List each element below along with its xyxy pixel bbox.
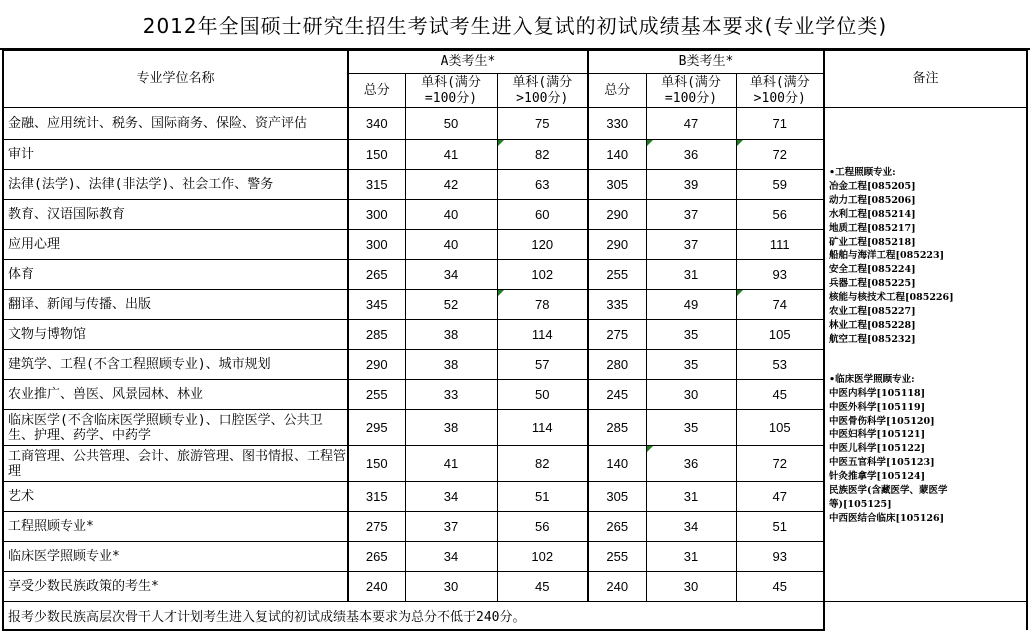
header-a-single2: 单科(满分 >100分): [497, 74, 588, 108]
cell-a-total: 340: [348, 108, 405, 140]
cell-b-s1: 36: [646, 446, 736, 482]
cell-a-s1: 40: [405, 230, 497, 260]
cell-b-s1: 49: [646, 290, 736, 320]
notes-eng-item: 矿业工程[085218]: [829, 236, 916, 248]
notes-med-item: 等)[105125]: [829, 498, 892, 510]
cell-a-s2: 102: [497, 542, 588, 572]
row-name: 建筑学、工程(不含工程照顾专业)、城市规划: [3, 350, 348, 380]
cell-b-s1: 37: [646, 200, 736, 230]
cell-a-s1: 42: [405, 170, 497, 200]
cell-a-total: 265: [348, 260, 405, 290]
cell-b-s2: 93: [736, 542, 824, 572]
cell-b-s1: 31: [646, 542, 736, 572]
cell-a-s1: 33: [405, 380, 497, 410]
cell-a-s1: 34: [405, 482, 497, 512]
cell-b-total: 140: [588, 140, 646, 170]
cell-a-s2: 114: [497, 410, 588, 446]
cell-a-total: 300: [348, 230, 405, 260]
cell-a-s2: 82: [497, 140, 588, 170]
notes-eng-item: 冶金工程[085205]: [829, 180, 916, 192]
cell-a-s2: 82: [497, 446, 588, 482]
cell-b-total: 245: [588, 380, 646, 410]
cell-a-s1: 38: [405, 350, 497, 380]
row-name: 文物与博物馆: [3, 320, 348, 350]
cell-a-s1: 50: [405, 108, 497, 140]
cell-b-s1: 37: [646, 230, 736, 260]
cell-a-s2: 56: [497, 512, 588, 542]
cell-b-total: 305: [588, 170, 646, 200]
cell-b-s2: 51: [736, 512, 824, 542]
cell-b-s2: 105: [736, 410, 824, 446]
cell-a-s2: 63: [497, 170, 588, 200]
cell-b-s2: 47: [736, 482, 824, 512]
cell-b-total: 140: [588, 446, 646, 482]
row-name: 教育、汉语国际教育: [3, 200, 348, 230]
header-group-b: B类考生*: [588, 51, 824, 74]
cell-a-s1: 41: [405, 446, 497, 482]
cell-a-s2: 50: [497, 380, 588, 410]
cell-b-s1: 35: [646, 350, 736, 380]
cell-a-total: 315: [348, 170, 405, 200]
header-b-total: 总分: [588, 74, 646, 108]
cell-a-s2: 60: [497, 200, 588, 230]
row-name: 应用心理: [3, 230, 348, 260]
cell-a-total: 150: [348, 140, 405, 170]
row-name: 享受少数民族政策的考生*: [3, 572, 348, 602]
notes-eng-item: 船舶与海洋工程[085223]: [829, 250, 945, 262]
header-a-total: 总分: [348, 74, 405, 108]
notes-eng-item: 林业工程[085228]: [829, 319, 916, 331]
notes-eng-item: 水利工程[085214]: [829, 208, 916, 220]
cell-a-s2: 51: [497, 482, 588, 512]
row-name: 体育: [3, 260, 348, 290]
cell-a-s2: 45: [497, 572, 588, 602]
cell-a-s1: 40: [405, 200, 497, 230]
cell-b-total: 255: [588, 542, 646, 572]
cell-a-s2: 102: [497, 260, 588, 290]
cell-a-total: 265: [348, 542, 405, 572]
cell-a-total: 300: [348, 200, 405, 230]
cell-b-s1: 36: [646, 140, 736, 170]
cell-b-s1: 39: [646, 170, 736, 200]
notes-cell: [824, 108, 1027, 602]
notes-med-heading: •临床医学照顾专业:: [829, 373, 915, 385]
cell-a-total: 315: [348, 482, 405, 512]
notes-eng-heading: •工程照顾专业:: [829, 167, 896, 178]
cell-b-s2: 56: [736, 200, 824, 230]
notes-med-item: 针灸推拿学[105124]: [829, 471, 926, 483]
notes-med-item: 民族医学(含藏医学、蒙医学: [829, 485, 948, 497]
cell-a-s1: 52: [405, 290, 497, 320]
cell-b-total: 265: [588, 512, 646, 542]
notes-med-item: 中西医结合临床[105126]: [829, 512, 945, 524]
notes-eng-item: 动力工程[085206]: [829, 194, 916, 206]
row-name: 临床医学(不含临床医学照顾专业)、口腔医学、公共卫生、护理、药学、中药学: [3, 410, 348, 446]
cell-b-s2: 111: [736, 230, 824, 260]
cell-b-s1: 35: [646, 320, 736, 350]
cell-b-s1: 47: [646, 108, 736, 140]
cell-b-s2: 45: [736, 572, 824, 602]
cell-b-total: 335: [588, 290, 646, 320]
cell-a-total: 285: [348, 320, 405, 350]
row-name: 翻译、新闻与传播、出版: [3, 290, 348, 320]
cell-b-s1: 31: [646, 482, 736, 512]
row-name: 金融、应用统计、税务、国际商务、保险、资产评估: [3, 108, 348, 140]
notes-med-item: 中医骨伤科学[105120]: [829, 415, 935, 427]
cell-a-s2: 78: [497, 290, 588, 320]
cell-a-s2: 75: [497, 108, 588, 140]
cell-a-s2: 57: [497, 350, 588, 380]
notes-eng-item: 地质工程[085217]: [829, 222, 916, 234]
cell-b-s2: 105: [736, 320, 824, 350]
cell-b-s2: 72: [736, 446, 824, 482]
notes-med-item: 中医妇科学[105121]: [829, 429, 926, 441]
cell-b-s1: 30: [646, 572, 736, 602]
cell-a-total: 295: [348, 410, 405, 446]
cell-b-s1: 30: [646, 380, 736, 410]
cell-b-total: 240: [588, 572, 646, 602]
footer-empty-cell: [824, 602, 1027, 630]
table-row: [3, 108, 1027, 140]
cell-a-total: 150: [348, 446, 405, 482]
header-b-single1: 单科(满分 =100分): [646, 74, 736, 108]
cell-b-s2: 53: [736, 350, 824, 380]
cell-b-s2: 45: [736, 380, 824, 410]
cell-a-s1: 34: [405, 260, 497, 290]
cell-b-total: 280: [588, 350, 646, 380]
footer-row: [3, 602, 1027, 630]
cell-a-total: 290: [348, 350, 405, 380]
notes-med-item: 中医儿科学[105122]: [829, 443, 926, 455]
notes-eng-item: 核能与核技术工程[085226]: [829, 292, 954, 304]
cell-b-s2: 74: [736, 290, 824, 320]
cell-a-s1: 38: [405, 320, 497, 350]
notes-eng-item: 航空工程[085232]: [829, 333, 916, 345]
notes-gap: [829, 347, 949, 373]
notes-eng-item: 安全工程[085224]: [829, 264, 916, 276]
header-group-a: A类考生*: [348, 51, 588, 74]
cell-b-total: 290: [588, 200, 646, 230]
cell-b-total: 285: [588, 410, 646, 446]
row-name: 法律(法学)、法律(非法学)、社会工作、警务: [3, 170, 348, 200]
row-name: 艺术: [3, 482, 348, 512]
cell-a-s1: 30: [405, 572, 497, 602]
cell-a-s2: 120: [497, 230, 588, 260]
cell-b-s1: 34: [646, 512, 736, 542]
cell-b-total: 275: [588, 320, 646, 350]
row-name: 农业推广、兽医、风景园林、林业: [3, 380, 348, 410]
cell-b-total: 305: [588, 482, 646, 512]
notes-eng-item: 兵器工程[085225]: [829, 278, 916, 290]
score-table: [2, 50, 1028, 631]
cell-b-s2: 93: [736, 260, 824, 290]
cell-a-s1: 37: [405, 512, 497, 542]
cell-a-s1: 34: [405, 542, 497, 572]
cell-a-total: 345: [348, 290, 405, 320]
row-name: 工程照顾专业*: [3, 512, 348, 542]
cell-a-s1: 38: [405, 410, 497, 446]
row-name: 工商管理、公共管理、会计、旅游管理、图书情报、工程管理: [3, 446, 348, 482]
header-name-col: 专业学位名称: [3, 51, 348, 108]
cell-b-total: 290: [588, 230, 646, 260]
header-a-single1: 单科(满分 =100分): [405, 74, 497, 108]
cell-b-s2: 72: [736, 140, 824, 170]
cell-b-s1: 35: [646, 410, 736, 446]
row-name: 临床医学照顾专业*: [3, 542, 348, 572]
cell-a-total: 240: [348, 572, 405, 602]
cell-a-total: 255: [348, 380, 405, 410]
notes-eng-item: 农业工程[085227]: [829, 306, 916, 318]
notes-list: [829, 166, 954, 526]
page-title: 2012年全国硕士研究生招生考试考生进入复试的初试成绩基本要求(专业学位类): [0, 0, 1030, 50]
cell-b-total: 255: [588, 260, 646, 290]
cell-b-total: 330: [588, 108, 646, 140]
cell-a-s2: 114: [497, 320, 588, 350]
cell-b-s2: 59: [736, 170, 824, 200]
cell-b-s1: 31: [646, 260, 736, 290]
row-name: 审计: [3, 140, 348, 170]
notes-med-item: 中医五官科学[105123]: [829, 457, 935, 469]
cell-b-s2: 71: [736, 108, 824, 140]
cell-a-s1: 41: [405, 140, 497, 170]
cell-a-total: 275: [348, 512, 405, 542]
header-notes: 备注: [824, 51, 1027, 108]
footer-note: 报考少数民族高层次骨干人才计划考生进入复试的初试成绩基本要求为总分不低于240分。: [3, 602, 824, 630]
notes-med-item: 中医内科学[105118]: [829, 387, 926, 399]
notes-med-item: 中医外科学[105119]: [829, 401, 926, 413]
header-b-single2: 单科(满分 >100分): [736, 74, 824, 108]
